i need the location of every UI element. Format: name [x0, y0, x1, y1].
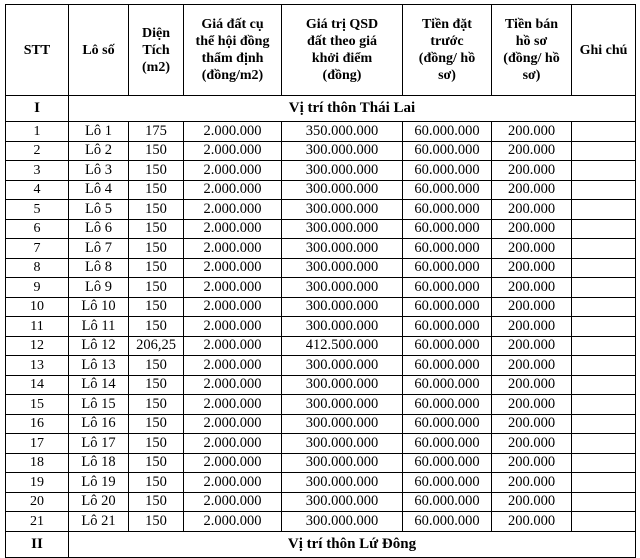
cell-deposit: 60.000.000 — [403, 219, 492, 239]
cell-deposit: 60.000.000 — [403, 317, 492, 337]
cell-starting-value: 300.000.000 — [282, 141, 403, 161]
cell-notes — [572, 122, 636, 142]
cell-unit-price: 2.000.000 — [184, 336, 282, 356]
cell-lot-number: Lô 1 — [69, 122, 129, 142]
cell-dossier-fee: 200.000 — [492, 356, 572, 376]
table-row — [6, 395, 636, 415]
cell-deposit: 60.000.000 — [403, 239, 492, 259]
cell-unit-price: 2.000.000 — [184, 122, 282, 142]
cell-deposit: 60.000.000 — [403, 414, 492, 434]
cell-starting-value: 300.000.000 — [282, 239, 403, 259]
cell-dossier-fee: 200.000 — [492, 375, 572, 395]
col-header-dossier-fee: Tiền bán hồ sơ (đồng/ hồ sơ) — [492, 5, 572, 96]
table-row — [6, 122, 636, 142]
header-row — [6, 5, 636, 96]
cell-area: 175 — [129, 122, 184, 142]
cell-notes — [572, 512, 636, 532]
cell-area: 150 — [129, 473, 184, 493]
cell-lot-number: Lô 11 — [69, 317, 129, 337]
cell-notes — [572, 336, 636, 356]
cell-lot-number: Lô 8 — [69, 258, 129, 278]
table-row — [6, 317, 636, 337]
cell-notes — [572, 375, 636, 395]
cell-unit-price: 2.000.000 — [184, 356, 282, 376]
cell-stt: 5 — [6, 200, 69, 220]
cell-deposit: 60.000.000 — [403, 180, 492, 200]
section-number: II — [6, 531, 69, 557]
cell-lot-number: Lô 9 — [69, 278, 129, 298]
table-row — [6, 297, 636, 317]
cell-dossier-fee: 200.000 — [492, 200, 572, 220]
cell-area: 150 — [129, 453, 184, 473]
cell-lot-number: Lô 14 — [69, 375, 129, 395]
cell-stt: 7 — [6, 239, 69, 259]
cell-unit-price: 2.000.000 — [184, 141, 282, 161]
cell-deposit: 60.000.000 — [403, 297, 492, 317]
cell-starting-value: 300.000.000 — [282, 297, 403, 317]
cell-notes — [572, 180, 636, 200]
cell-dossier-fee: 200.000 — [492, 492, 572, 512]
cell-lot-number: Lô 3 — [69, 161, 129, 181]
land-lot-table — [5, 4, 636, 558]
cell-area: 150 — [129, 161, 184, 181]
cell-dossier-fee: 200.000 — [492, 434, 572, 454]
cell-notes — [572, 258, 636, 278]
cell-starting-value: 300.000.000 — [282, 161, 403, 181]
cell-unit-price: 2.000.000 — [184, 180, 282, 200]
cell-notes — [572, 395, 636, 415]
table-row — [6, 258, 636, 278]
cell-unit-price: 2.000.000 — [184, 161, 282, 181]
cell-starting-value: 300.000.000 — [282, 414, 403, 434]
cell-lot-number: Lô 7 — [69, 239, 129, 259]
cell-unit-price: 2.000.000 — [184, 219, 282, 239]
cell-lot-number: Lô 12 — [69, 336, 129, 356]
cell-area: 150 — [129, 180, 184, 200]
cell-notes — [572, 453, 636, 473]
cell-lot-number: Lô 4 — [69, 180, 129, 200]
cell-area: 150 — [129, 219, 184, 239]
cell-unit-price: 2.000.000 — [184, 375, 282, 395]
cell-lot-number: Lô 21 — [69, 512, 129, 532]
cell-lot-number: Lô 5 — [69, 200, 129, 220]
cell-stt: 14 — [6, 375, 69, 395]
cell-area: 150 — [129, 512, 184, 532]
cell-dossier-fee: 200.000 — [492, 297, 572, 317]
cell-unit-price: 2.000.000 — [184, 473, 282, 493]
cell-notes — [572, 492, 636, 512]
cell-dossier-fee: 200.000 — [492, 219, 572, 239]
col-header-stt: STT — [6, 5, 69, 96]
col-header-unit-price: Giá đất cụ thể hội đồng thẩm định (đồng/m2) — [184, 5, 282, 96]
cell-notes — [572, 434, 636, 454]
cell-stt: 8 — [6, 258, 69, 278]
cell-starting-value: 300.000.000 — [282, 434, 403, 454]
table-row — [6, 200, 636, 220]
cell-area: 150 — [129, 375, 184, 395]
cell-lot-number: Lô 16 — [69, 414, 129, 434]
cell-stt: 20 — [6, 492, 69, 512]
cell-deposit: 60.000.000 — [403, 492, 492, 512]
cell-starting-value: 300.000.000 — [282, 180, 403, 200]
land-price-sheet — [5, 4, 636, 558]
cell-stt: 19 — [6, 473, 69, 493]
cell-notes — [572, 278, 636, 298]
cell-notes — [572, 200, 636, 220]
table-row — [6, 434, 636, 454]
table-row — [6, 414, 636, 434]
cell-starting-value: 300.000.000 — [282, 453, 403, 473]
section-title: Vị trí thôn Thái Lai — [69, 96, 636, 122]
cell-deposit: 60.000.000 — [403, 356, 492, 376]
table-row — [6, 453, 636, 473]
cell-unit-price: 2.000.000 — [184, 414, 282, 434]
cell-area: 150 — [129, 395, 184, 415]
cell-notes — [572, 219, 636, 239]
cell-starting-value: 350.000.000 — [282, 122, 403, 142]
cell-dossier-fee: 200.000 — [492, 239, 572, 259]
cell-stt: 1 — [6, 122, 69, 142]
cell-deposit: 60.000.000 — [403, 512, 492, 532]
cell-area: 150 — [129, 258, 184, 278]
cell-deposit: 60.000.000 — [403, 161, 492, 181]
table-row — [6, 356, 636, 376]
table-row — [6, 278, 636, 298]
cell-unit-price: 2.000.000 — [184, 317, 282, 337]
cell-lot-number: Lô 6 — [69, 219, 129, 239]
cell-deposit: 60.000.000 — [403, 375, 492, 395]
cell-deposit: 60.000.000 — [403, 434, 492, 454]
cell-dossier-fee: 200.000 — [492, 512, 572, 532]
cell-starting-value: 300.000.000 — [282, 200, 403, 220]
cell-lot-number: Lô 18 — [69, 453, 129, 473]
cell-unit-price: 2.000.000 — [184, 200, 282, 220]
cell-deposit: 60.000.000 — [403, 473, 492, 493]
cell-area: 150 — [129, 356, 184, 376]
table-row — [6, 512, 636, 532]
cell-deposit: 60.000.000 — [403, 200, 492, 220]
cell-stt: 13 — [6, 356, 69, 376]
cell-stt: 15 — [6, 395, 69, 415]
cell-stt: 2 — [6, 141, 69, 161]
cell-unit-price: 2.000.000 — [184, 492, 282, 512]
cell-dossier-fee: 200.000 — [492, 278, 572, 298]
cell-stt: 11 — [6, 317, 69, 337]
cell-notes — [572, 356, 636, 376]
section-row-1 — [6, 96, 636, 122]
table-row — [6, 161, 636, 181]
table-row — [6, 219, 636, 239]
cell-unit-price: 2.000.000 — [184, 278, 282, 298]
cell-notes — [572, 473, 636, 493]
col-header-area: Diện Tích (m2) — [129, 5, 184, 96]
cell-unit-price: 2.000.000 — [184, 453, 282, 473]
cell-lot-number: Lô 13 — [69, 356, 129, 376]
cell-unit-price: 2.000.000 — [184, 395, 282, 415]
cell-unit-price: 2.000.000 — [184, 258, 282, 278]
col-header-starting-value: Giá trị QSD đất theo giá khởi điểm (đồng) — [282, 5, 403, 96]
cell-area: 150 — [129, 200, 184, 220]
section-title: Vị trí thôn Lứ Đông — [69, 531, 636, 557]
cell-deposit: 60.000.000 — [403, 336, 492, 356]
cell-dossier-fee: 200.000 — [492, 258, 572, 278]
cell-notes — [572, 141, 636, 161]
cell-stt: 18 — [6, 453, 69, 473]
cell-starting-value: 300.000.000 — [282, 395, 403, 415]
cell-deposit: 60.000.000 — [403, 453, 492, 473]
cell-lot-number: Lô 10 — [69, 297, 129, 317]
section-number: I — [6, 96, 69, 122]
table-row — [6, 336, 636, 356]
cell-area: 150 — [129, 297, 184, 317]
cell-dossier-fee: 200.000 — [492, 453, 572, 473]
cell-notes — [572, 297, 636, 317]
cell-stt: 9 — [6, 278, 69, 298]
cell-deposit: 60.000.000 — [403, 122, 492, 142]
cell-lot-number: Lô 19 — [69, 473, 129, 493]
cell-area: 206,25 — [129, 336, 184, 356]
cell-dossier-fee: 200.000 — [492, 180, 572, 200]
table-row — [6, 473, 636, 493]
col-header-lot-number: Lô số — [69, 5, 129, 96]
cell-dossier-fee: 200.000 — [492, 336, 572, 356]
cell-dossier-fee: 200.000 — [492, 161, 572, 181]
cell-notes — [572, 239, 636, 259]
cell-dossier-fee: 200.000 — [492, 122, 572, 142]
table-row — [6, 141, 636, 161]
table-row — [6, 180, 636, 200]
cell-unit-price: 2.000.000 — [184, 512, 282, 532]
cell-lot-number: Lô 17 — [69, 434, 129, 454]
cell-starting-value: 300.000.000 — [282, 512, 403, 532]
cell-lot-number: Lô 2 — [69, 141, 129, 161]
cell-lot-number: Lô 15 — [69, 395, 129, 415]
cell-stt: 4 — [6, 180, 69, 200]
cell-stt: 21 — [6, 512, 69, 532]
col-header-deposit: Tiền đặt trước (đồng/ hồ sơ) — [403, 5, 492, 96]
cell-stt: 3 — [6, 161, 69, 181]
cell-notes — [572, 317, 636, 337]
cell-area: 150 — [129, 492, 184, 512]
cell-area: 150 — [129, 414, 184, 434]
cell-dossier-fee: 200.000 — [492, 141, 572, 161]
cell-unit-price: 2.000.000 — [184, 239, 282, 259]
cell-area: 150 — [129, 141, 184, 161]
cell-starting-value: 300.000.000 — [282, 375, 403, 395]
cell-stt: 16 — [6, 414, 69, 434]
table-row — [6, 239, 636, 259]
cell-dossier-fee: 200.000 — [492, 317, 572, 337]
section-row-2 — [6, 531, 636, 557]
cell-deposit: 60.000.000 — [403, 278, 492, 298]
cell-dossier-fee: 200.000 — [492, 473, 572, 493]
cell-deposit: 60.000.000 — [403, 395, 492, 415]
cell-notes — [572, 414, 636, 434]
cell-dossier-fee: 200.000 — [492, 395, 572, 415]
cell-area: 150 — [129, 239, 184, 259]
cell-starting-value: 300.000.000 — [282, 473, 403, 493]
cell-deposit: 60.000.000 — [403, 258, 492, 278]
cell-unit-price: 2.000.000 — [184, 297, 282, 317]
cell-starting-value: 412.500.000 — [282, 336, 403, 356]
cell-dossier-fee: 200.000 — [492, 414, 572, 434]
table-row — [6, 375, 636, 395]
cell-stt: 10 — [6, 297, 69, 317]
cell-starting-value: 300.000.000 — [282, 258, 403, 278]
cell-starting-value: 300.000.000 — [282, 492, 403, 512]
cell-starting-value: 300.000.000 — [282, 219, 403, 239]
table-row — [6, 492, 636, 512]
cell-deposit: 60.000.000 — [403, 141, 492, 161]
cell-stt: 12 — [6, 336, 69, 356]
cell-notes — [572, 161, 636, 181]
col-header-notes: Ghi chú — [572, 5, 636, 96]
cell-starting-value: 300.000.000 — [282, 317, 403, 337]
cell-starting-value: 300.000.000 — [282, 356, 403, 376]
cell-area: 150 — [129, 317, 184, 337]
cell-unit-price: 2.000.000 — [184, 434, 282, 454]
cell-starting-value: 300.000.000 — [282, 278, 403, 298]
cell-area: 150 — [129, 434, 184, 454]
cell-area: 150 — [129, 278, 184, 298]
cell-lot-number: Lô 20 — [69, 492, 129, 512]
cell-stt: 17 — [6, 434, 69, 454]
cell-stt: 6 — [6, 219, 69, 239]
